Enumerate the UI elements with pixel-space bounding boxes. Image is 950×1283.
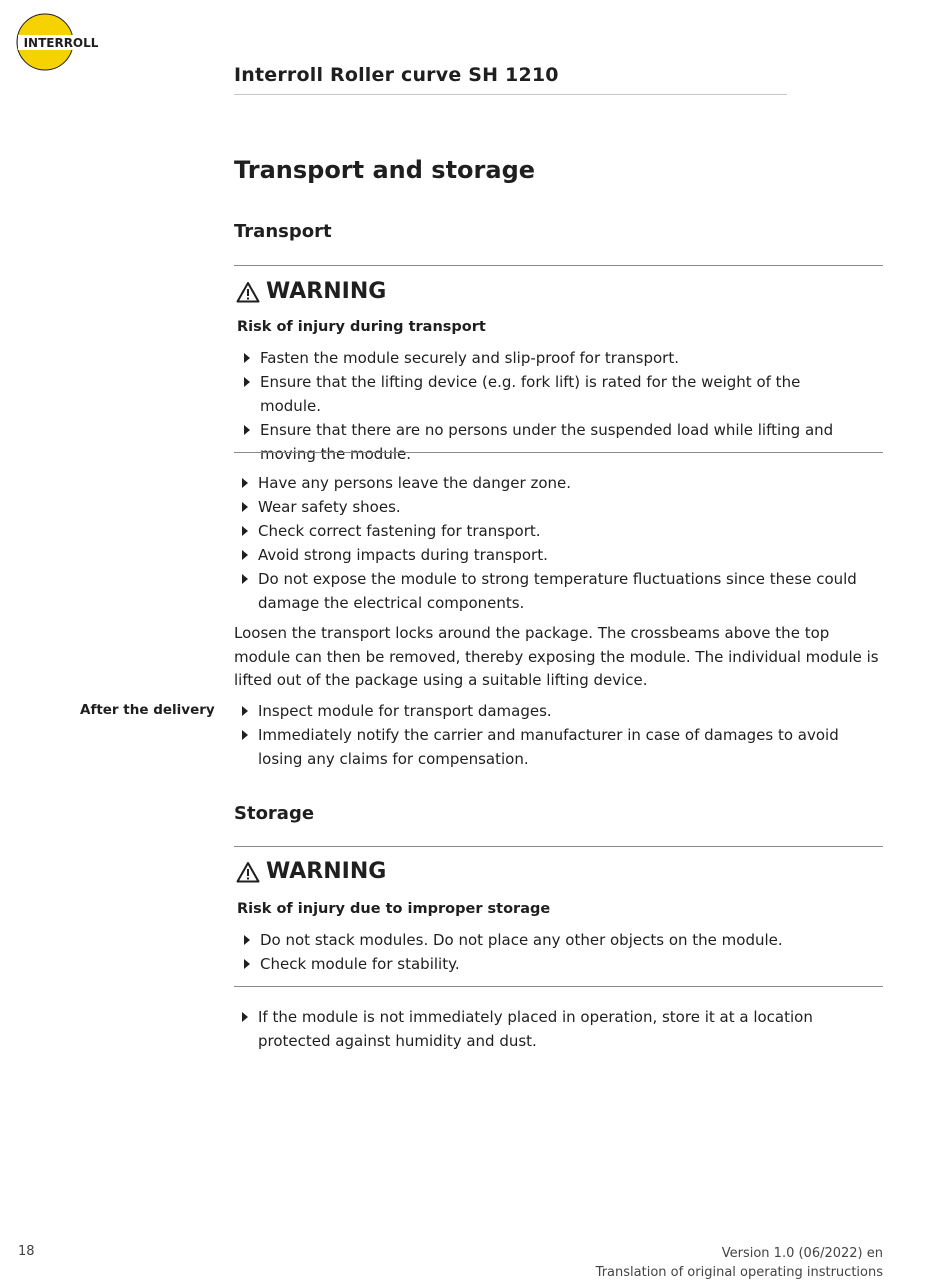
- after-delivery-list: [234, 699, 884, 771]
- version-label: Version 1.0 (06/2022) en: [721, 1246, 883, 1261]
- list-item: Fasten the module securely and slip-proof for transport.: [236, 346, 866, 370]
- transport-warning-subtitle: Risk of injury during transport: [237, 319, 486, 335]
- page-number: 18: [18, 1244, 35, 1259]
- list-item: Inspect module for transport damages.: [234, 699, 884, 723]
- bullet-arrow-icon: [242, 502, 248, 512]
- list-item: If the module is not immediately placed in operation, store it at a location protected against humidity and dust.: [234, 1005, 884, 1053]
- bullet-arrow-icon: [242, 706, 248, 716]
- bullet-arrow-icon: [244, 425, 250, 435]
- logo-text: INTERROLL: [23, 36, 99, 50]
- bullet-arrow-icon: [242, 574, 248, 584]
- transport-warning-list: [236, 346, 866, 466]
- warning-bottom-rule: [234, 986, 883, 987]
- warning-triangle-icon: [236, 281, 260, 303]
- list-item: Have any persons leave the danger zone.: [234, 471, 884, 495]
- list-item: Ensure that there are no persons under the suspended load while lifting and moving the module.: [236, 418, 866, 466]
- section-heading: Transport and storage: [234, 156, 536, 184]
- warning-title-text: WARNING: [266, 859, 387, 884]
- header-divider: [234, 94, 787, 95]
- list-item: Do not stack modules. Do not place any other objects on the module.: [236, 928, 866, 952]
- bullet-arrow-icon: [244, 377, 250, 387]
- list-item: Check correct fastening for transport.: [234, 519, 884, 543]
- transport-steps-list: [234, 471, 884, 615]
- warning-top-rule: [234, 265, 883, 266]
- bullet-arrow-icon: [242, 1012, 248, 1022]
- bullet-arrow-icon: [244, 935, 250, 945]
- warning-bottom-rule: [234, 452, 883, 453]
- bullet-arrow-icon: [242, 478, 248, 488]
- bullet-arrow-icon: [242, 550, 248, 560]
- warning-top-rule: [234, 846, 883, 847]
- bullet-arrow-icon: [244, 353, 250, 363]
- list-item: Check module for stability.: [236, 952, 866, 976]
- storage-heading: Storage: [234, 803, 315, 824]
- list-item: Avoid strong impacts during transport.: [234, 543, 884, 567]
- warning-title-text: WARNING: [266, 279, 387, 304]
- after-delivery-label: After the delivery: [80, 702, 215, 718]
- bullet-arrow-icon: [242, 730, 248, 740]
- transport-warning-title: [236, 279, 386, 304]
- list-item: Do not expose the module to strong temperature fluctuations since these could damage the electrical components.: [234, 567, 884, 615]
- translation-note: Translation of original operating instructions: [595, 1265, 883, 1280]
- footer-info: [596, 1244, 883, 1282]
- list-item: Immediately notify the carrier and manufacturer in case of damages to avoid losing any claims for compensation.: [234, 723, 884, 771]
- storage-warning-subtitle: Risk of injury due to improper storage: [237, 901, 551, 917]
- storage-steps-list: [234, 1005, 884, 1053]
- storage-warning-title: [236, 859, 386, 884]
- document-title: Interroll Roller curve SH 1210: [234, 64, 559, 86]
- unpacking-paragraph: Loosen the transport locks around the package. The crossbeams above the top module can then be removed, thereby exposing the module. The individual module is lifted out of the package using a suitable lifting device.: [234, 624, 879, 689]
- list-item: Wear safety shoes.: [234, 495, 884, 519]
- transport-heading: Transport: [234, 221, 332, 242]
- warning-triangle-icon: [236, 861, 260, 883]
- bullet-arrow-icon: [242, 526, 248, 536]
- bullet-arrow-icon: [244, 959, 250, 969]
- storage-warning-list: [236, 928, 866, 976]
- list-item: Ensure that the lifting device (e.g. fork lift) is rated for the weight of the module.: [236, 370, 866, 418]
- interroll-logo: [16, 12, 106, 72]
